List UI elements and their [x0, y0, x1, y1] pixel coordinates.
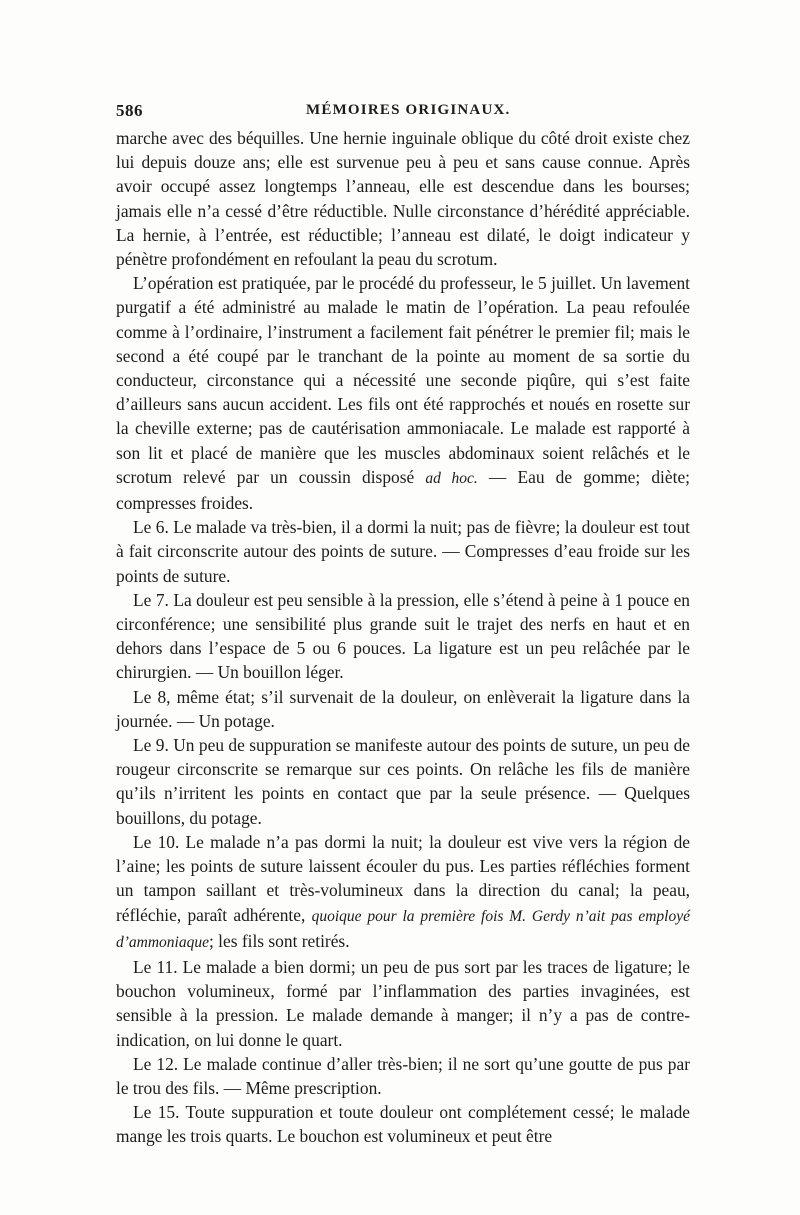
running-title: MÉMOIRES ORIGINAUX. — [306, 102, 511, 118]
paragraph-day-7: Le 7. La douleur est peu sensible à la pression, elle s’étend à peine à 1 pouce en circonférence; une sensibilité plus grande suit le trajet des nerfs en haut et en dehors dans l’espace de 5 ou 6 pouces. La ligature est un peu relâchée par le chirurgien. — Un bouillon léger. — [116, 589, 690, 683]
paragraph-operation — [116, 271, 690, 515]
italic-text: quoique pour la première fois M. Gerdy n’ait pas employé d’ammoniaque — [116, 907, 690, 951]
body-text — [116, 126, 690, 1149]
page-header — [116, 101, 690, 127]
paragraph-day-12: Le 12. Le malade continue d’aller très-bien; il ne sort qu’une goutte de pus par le trou des fils. — Même prescription. — [116, 1053, 690, 1098]
paragraph-day-15: Le 15. Toute suppuration et toute douleur ont complétement cessé; le malade mange les trois quarts. Le bouchon est volumineux et peut être — [116, 1102, 690, 1147]
paragraph-text: Le 10. Le malade n’a pas dormi la nuit; la douleur est vive vers la région de l’aine; les points de suture laissent écouler du pus. Les parties réfléchies forment un tampon saillant et très-volumineux dans la direction du canal; la peau, réfléchie, paraît adhérente, — [116, 831, 690, 925]
paragraph-day-9: Le 9. Un peu de suppuration se manifeste autour des points de suture, un peu de rougeur circonscrite se remarque sur ces points. On relâche les fils de manière qu’ils n’irritent les points en contact que par la seule présence. — Quelques bouillons, du potage. — [116, 735, 690, 828]
page-number: 586 — [116, 101, 143, 120]
paragraph-patient-history: marche avec des béquilles. Une hernie inguinale oblique du côté droit existe chez lui depuis douze ans; elle est survenue peu à peu et sans cause connue. Après avoir occupé assez longtemps l’anneau, elle est descendue dans les bourses; jamais elle n’a cessé d’être réductible. Nulle circonstance d’hérédité appréciable. La hernie, à l’entrée, est réductible; l’anneau est dilaté, le doigt indicateur y pénètre profondément en refoulant la peau du scrotum. — [116, 128, 690, 270]
paragraph-day-8: Le 8, même état; s’il survenait de la douleur, on enlèverait la ligature dans la journée. — Un potage. — [116, 686, 690, 731]
paragraph-text: L’opération est pratiquée, par le procédé du professeur, le 5 juillet. Un lavement purgatif a été administré au malade le matin de l’opération. La peau refoulée comme à l’ordinaire, l’instrument a facilement fait pénétrer le premier fil; mais le second a été coupé par le tranchant de la pointe au moment de sa sortie du conducteur, circonstance qui a nécessité une seconde piqûre, qui s’est faite d’ailleurs sans aucun accident. Les fils ont été rapprochés et noués en rosette sur la cheville externe; pas de cautérisation ammoniacale. Le malade est rapporté à son lit et placé de manière que les muscles abdominaux soient relâchés et le scrotum relevé par un coussin disposé — [116, 273, 690, 487]
paragraph-text: — Eau de gomme; diète; compresses froides. — [116, 466, 690, 514]
paragraph-day-6: Le 6. Le malade va très-bien, il a dormi la nuit; pas de fièvre; la douleur est tout à fait circonscrite autour des points de suture. — Compresses d’eau froide sur les points de suture. — [116, 517, 690, 586]
paragraph-text: ; les fils sont retirés. — [209, 930, 350, 951]
paragraph-day-11: Le 11. Le malade a bien dormi; un peu de pus sort par les traces de ligature; le bouchon volumineux, formé par l’inflammation des parties invaginées, est sensible à la pression. Le malade demande à manger; il n’y a pas de contre-indication, on lui donne le quart. — [116, 956, 690, 1050]
paragraph-day-10 — [116, 830, 690, 955]
italic-text: ad hoc. — [425, 469, 478, 487]
